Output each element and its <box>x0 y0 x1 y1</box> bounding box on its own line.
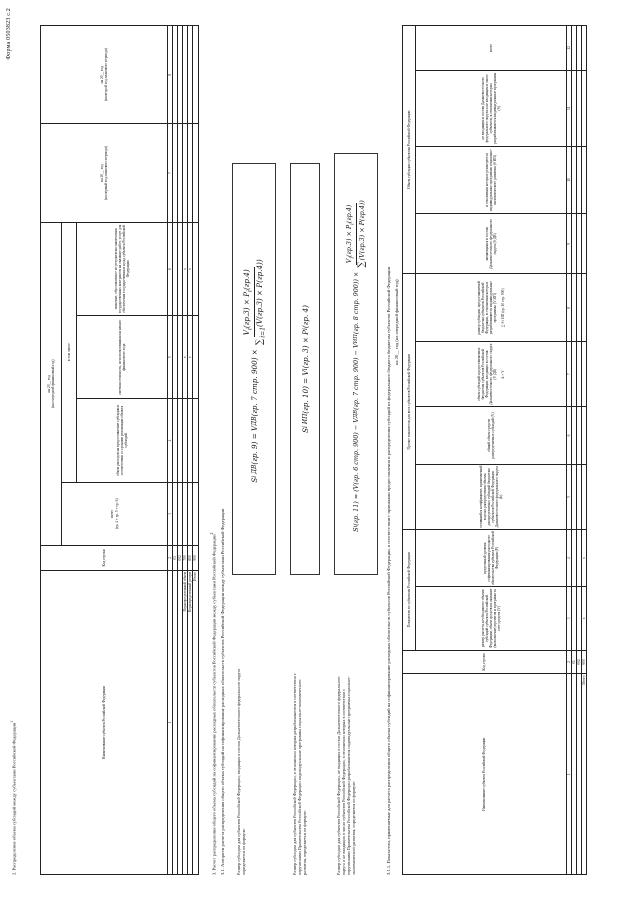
s2-col-region: Наименование субъекта Российской Федерации <box>41 570 168 874</box>
s311-grp-subsidy: Объем субсидии субъектам Российской Федерации <box>403 26 416 274</box>
table-row: Итого 900 х х <box>582 26 587 875</box>
formula-2: S i ИП (гр. 10) = V i (гр. 3) × P i (гр. 4) <box>290 163 320 575</box>
s2-col-c6: значение, обусловленное по результатам заключения государственных контрактов на оказание работ, услуг для обеспечения государственных нужд субъекта Российской Федерации <box>77 222 168 315</box>
formula-3: S i (гр. 11) = (V(гр. 6 стр. 900) − V ДВ (гр. 7 стр. 900) − V ИП (гр. 8 стр. 900)) × $V_i(гр.3) \times P_i(гр.4)$ ∑(V(гр.3) × P(гр.4)) <box>334 153 378 575</box>
table-row: Нераспределенный резерв 800 х х <box>188 26 193 875</box>
s2-col-code: Код строки <box>41 545 168 570</box>
s2-colnum: 6 <box>168 222 173 315</box>
s2-colnum: 1 <box>168 570 173 874</box>
section2-title: 2. Распределение объема субсидий между субъектами Российской Федерации$^1$ <box>10 720 17 875</box>
section311-year: на 20__ год (на очередной финансовый год) <box>394 279 399 365</box>
s311-col-region: Наименование субъекта Российской Федерации <box>403 674 567 875</box>
form-id: Форма 0503823 с.2 <box>6 8 12 60</box>
table-row: 002 <box>178 26 183 875</box>
s2-colnum: 3 <box>168 482 173 545</box>
s311-grp-federal: Прочие показатели для всех субъектов Российской Федерации <box>403 274 416 530</box>
s2-col-c5: сметная стоимость, не использованная на начало финансового года <box>77 316 168 399</box>
section311-table <box>402 25 587 875</box>
s2-colnum: 7 <box>168 124 173 222</box>
s2-col-inclusive: в том числе <box>62 222 77 482</box>
s311-col-c11: не входящим в состав Дальневосточного федерального округа и не входящим в число субъектов, в отношении которых разрабатываются индивидуальные программы (S) <box>416 70 567 146</box>
section3-sub31: 3.1. Алгоритм расчета распределения общего объема субсидий на софинансирование расходных обязательств субъектов Российской Федерации между субъектами Российской Федерации <box>220 508 225 875</box>
s311-col-c9: являющимся в состав Дальневосточного федерального округа (S ДВ) <box>416 214 567 274</box>
section3-p3: Размер субсидии для субъектов Российской Федерации, не входящих в состав Дальневосточного федерального округа и не входящих в число субъектов Российской Федерации, в отношении которых в соответствии с поручениями Правительства Российской Федерации разрабатываются индивидуальные программы социально-экономического развития, определяется по формуле: <box>336 676 356 875</box>
section311-title: 3.1.1. Показатели, применяемые для расчета распределения общего объема субсидий на софинансирование расходных обязательств субъектов Российской Федерации, в соответствии с правилами предоставления и распределения субсидий из федерального бюджета бюджетам субъектов Российской Федерации <box>386 266 391 875</box>
formula-1: S i ДВ (гр. 9) = V ДВ (гр. 7 стр. 900) × $V_i(гр.3) \times P_i(гр.4)$ $\sum_{i=1}(V(гр.3) \times P(гр.4))$ <box>232 163 276 575</box>
s311-col-c10: в отношении которых реализуются индивидуальные программы социально-экономического развития (S ИП) <box>416 146 567 214</box>
table-row: 01 <box>173 26 178 875</box>
s311-col-numbers: 1 2 3 4 5 6 7 8 9 10 11 12 <box>567 26 572 875</box>
s311-col-c12: всего <box>416 26 567 71</box>
s311-col-c4: предельный уровень софинансирования расходного обязательства субъекта Российской Федерации (P) <box>416 530 567 587</box>
s2-col-year2: на 20__ год (на первый год планового периода) <box>41 124 168 222</box>
s2-colnum: 5 <box>168 316 173 399</box>
s311-grp-indicator: Показатели по субъектам Российской Федерации <box>403 530 416 651</box>
s2-col-year3: на 20__ год (на второй год планового периода) <box>41 26 168 124</box>
section3-p2: Размер субсидии для субъектов Российской Федерации, в отношении которых разрабатываются в соответствии с поручениями Правительства Российской Федерации индивидуальные программы социально-экономического развития, определяется по формуле: <box>292 673 307 875</box>
s2-col-year: на 20__ год (на очередной финансовый год) <box>41 222 62 545</box>
s2-colnum: 8 <box>168 26 173 124</box>
section2-table <box>40 25 199 875</box>
s311-col-c8: размер субсидии, предоставляемой бюджетам субъектов Российской Федерации, в отношении которых разрабатываются индивидуальные программы (V ИП) ∑ S i ИП (гр. 10 стр. 900) <box>416 274 567 342</box>
s311-col-c6: общий объем средств распределяемых субсидий (V) <box>416 407 567 464</box>
s311-col-c3: размер расчета, необходимого объема субсидий субъекта Российской Федерации, объем средств на оказание (выполнение) проектов и программ за счет средств (V) <box>416 587 567 650</box>
s311-col-code: Код строки <box>403 650 567 674</box>
table-row: Нераспределенный объем 700 х х <box>183 26 188 875</box>
table-row: 01 <box>572 26 577 875</box>
s311-col-c7: объем субсидий, предоставляемых бюджетам субъектов Российской Федерации, входящих в состав Дальневосточного федерального округа (V ДВ) k × V <box>416 342 567 407</box>
s2-colnum: 4 <box>168 399 173 482</box>
section3-title: 3. Расчет распределения общего объема субсидий на софинансирование расходных обязательств субъектов Российской Федерации между субъектами Российской Федерации$^2$ <box>210 532 217 875</box>
table-row: Итого 900 <box>193 26 198 875</box>
s2-col-total: всего (гр. 4 + гр. 5 + гр. 6) <box>62 482 168 545</box>
s2-colnum: 2 <box>168 545 173 570</box>
table-row: 002 <box>577 26 582 875</box>
s311-col-c5: оставшийся коэффициент, применяемый в целях распределения объема распределяемых субсидий бюджетам субъектов Российской Федерации Дальневосточного федерального округа (k) <box>416 464 567 529</box>
s2-col-c4: объем расходов на предоставление субсидии в соответствии со сроками реализации объекта субсидий <box>77 399 168 482</box>
section3-p1: Размер субсидии для субъектов Российской Федерации, входящих в состав Дальневосточного федерального округа определяется по формуле: <box>236 668 246 875</box>
